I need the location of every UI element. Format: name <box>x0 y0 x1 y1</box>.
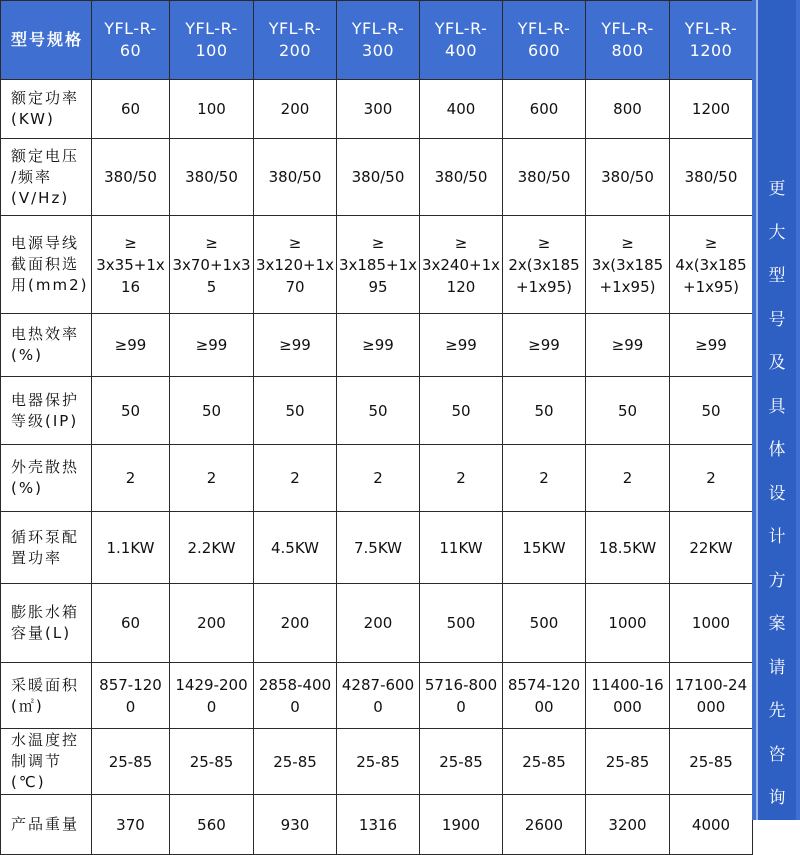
table-cell: 1.1KW <box>92 512 170 584</box>
table-cell: 1429-200 0 <box>170 663 254 729</box>
table-cell: 380/50 <box>503 139 586 216</box>
table-cell: ≥ 3x35+1x 16 <box>92 216 170 314</box>
table-cell: 2 <box>586 445 670 512</box>
table-cell: 1900 <box>420 795 503 855</box>
table-row <box>1 314 753 377</box>
table-cell: 100 <box>170 80 254 139</box>
table-cell: 25-85 <box>170 729 254 795</box>
table-cell: 2 <box>670 445 753 512</box>
table-cell: 4000 <box>670 795 753 855</box>
table-cell: 370 <box>92 795 170 855</box>
table-cell: ≥ 3x120+1x 70 <box>254 216 337 314</box>
table-cell: 4287-600 0 <box>337 663 420 729</box>
table-cell: 2 <box>92 445 170 512</box>
table-cell: 25-85 <box>420 729 503 795</box>
table-cell: ≥99 <box>503 314 586 377</box>
table-cell: 50 <box>170 377 254 445</box>
model-header: YFL-R- 600 <box>503 1 586 80</box>
table-cell: 25-85 <box>670 729 753 795</box>
table-cell: ≥99 <box>170 314 254 377</box>
row-label: 电热效率 (%) <box>1 314 92 377</box>
row-label: 额定功率 (KW) <box>1 80 92 139</box>
side-banner <box>752 0 800 820</box>
table-cell: 5716-800 0 <box>420 663 503 729</box>
table-cell: 50 <box>670 377 753 445</box>
table-cell: 11KW <box>420 512 503 584</box>
model-header: YFL-R- 1200 <box>670 1 753 80</box>
table-cell: 50 <box>586 377 670 445</box>
table-cell: 2600 <box>503 795 586 855</box>
table-cell: 380/50 <box>586 139 670 216</box>
table-cell: 3200 <box>586 795 670 855</box>
spec-body <box>1 80 753 855</box>
table-cell: 25-85 <box>92 729 170 795</box>
table-cell: 50 <box>420 377 503 445</box>
table-cell: 1000 <box>670 584 753 663</box>
table-cell: 800 <box>586 80 670 139</box>
table-cell: ≥ 3x240+1x 120 <box>420 216 503 314</box>
side-banner-inner <box>756 0 796 820</box>
table-cell: 600 <box>503 80 586 139</box>
row-label: 采暖面积 (㎡) <box>1 663 92 729</box>
model-header: YFL-R- 200 <box>254 1 337 80</box>
table-row <box>1 795 753 855</box>
table-row <box>1 139 753 216</box>
table-cell: 25-85 <box>254 729 337 795</box>
table-cell: 2 <box>254 445 337 512</box>
table-cell: ≥99 <box>92 314 170 377</box>
table-cell: 60 <box>92 80 170 139</box>
row-label: 电源导线 截面积选 用(mm2) <box>1 216 92 314</box>
table-cell: 50 <box>254 377 337 445</box>
table-cell: 18.5KW <box>586 512 670 584</box>
table-cell: ≥ 3x185+1x 95 <box>337 216 420 314</box>
table-row <box>1 80 753 139</box>
table-cell: 2 <box>420 445 503 512</box>
row-label: 循环泵配 置功率 <box>1 512 92 584</box>
table-cell: 200 <box>254 584 337 663</box>
table-cell: ≥99 <box>337 314 420 377</box>
table-cell: 200 <box>254 80 337 139</box>
row-label: 产品重量 <box>1 795 92 855</box>
model-header: YFL-R- 800 <box>586 1 670 80</box>
row-label: 外壳散热 (%) <box>1 445 92 512</box>
table-row <box>1 377 753 445</box>
table-cell: 380/50 <box>337 139 420 216</box>
table-cell: 380/50 <box>170 139 254 216</box>
table-cell: 380/50 <box>92 139 170 216</box>
table-cell: 380/50 <box>420 139 503 216</box>
table-row <box>1 512 753 584</box>
table-cell: 2 <box>170 445 254 512</box>
table-cell: 930 <box>254 795 337 855</box>
table-cell: 15KW <box>503 512 586 584</box>
table-cell: 2 <box>503 445 586 512</box>
table-cell: 8574-120 00 <box>503 663 586 729</box>
row-label: 电器保护 等级(IP) <box>1 377 92 445</box>
table-cell: 2858-400 0 <box>254 663 337 729</box>
table-cell: 25-85 <box>337 729 420 795</box>
model-header: YFL-R- 100 <box>170 1 254 80</box>
table-cell: 2 <box>337 445 420 512</box>
model-header: YFL-R- 60 <box>92 1 170 80</box>
table-cell: 200 <box>337 584 420 663</box>
table-cell: 7.5KW <box>337 512 420 584</box>
table-cell: ≥99 <box>254 314 337 377</box>
table-cell: 2.2KW <box>170 512 254 584</box>
table-cell: 380/50 <box>670 139 753 216</box>
table-cell: 60 <box>92 584 170 663</box>
table-cell: ≥99 <box>670 314 753 377</box>
table-cell: 50 <box>337 377 420 445</box>
table-cell: 560 <box>170 795 254 855</box>
table-cell: ≥ 3x70+1x3 5 <box>170 216 254 314</box>
table-row <box>1 584 753 663</box>
table-row <box>1 216 753 314</box>
table-row <box>1 663 753 729</box>
table-cell: ≥99 <box>586 314 670 377</box>
table-cell: 25-85 <box>503 729 586 795</box>
table-cell: 500 <box>420 584 503 663</box>
table-cell: 22KW <box>670 512 753 584</box>
table-cell: 1200 <box>670 80 753 139</box>
table-row <box>1 729 753 795</box>
table-cell: 300 <box>337 80 420 139</box>
header-row <box>1 1 753 80</box>
table-cell: 50 <box>503 377 586 445</box>
table-cell: 25-85 <box>586 729 670 795</box>
table-cell: 500 <box>503 584 586 663</box>
model-header: YFL-R- 400 <box>420 1 503 80</box>
table-cell: 17100-24 000 <box>670 663 753 729</box>
table-cell: 380/50 <box>254 139 337 216</box>
row-label: 额定电压 /频率 (V/Hz) <box>1 139 92 216</box>
table-cell: 857-120 0 <box>92 663 170 729</box>
row-label: 水温度控 制调节 (℃) <box>1 729 92 795</box>
side-note: 更 大 型 号 及 具 体 设 计 方 案 请 先 咨 询 <box>768 179 786 808</box>
table-cell: 1000 <box>586 584 670 663</box>
table-cell: 1316 <box>337 795 420 855</box>
table-cell: 200 <box>170 584 254 663</box>
row-label: 膨胀水箱 容量(L) <box>1 584 92 663</box>
table-cell: 50 <box>92 377 170 445</box>
table-cell: 4.5KW <box>254 512 337 584</box>
table-cell: 400 <box>420 80 503 139</box>
model-header: YFL-R- 300 <box>337 1 420 80</box>
table-row <box>1 445 753 512</box>
table-cell: ≥99 <box>420 314 503 377</box>
table-cell: 11400-16 000 <box>586 663 670 729</box>
table-cell: ≥ 4x(3x185 +1x95) <box>670 216 753 314</box>
table-cell: ≥ 2x(3x185 +1x95) <box>503 216 586 314</box>
table-cell: ≥ 3x(3x185 +1x95) <box>586 216 670 314</box>
header-label: 型号规格 <box>1 1 92 80</box>
